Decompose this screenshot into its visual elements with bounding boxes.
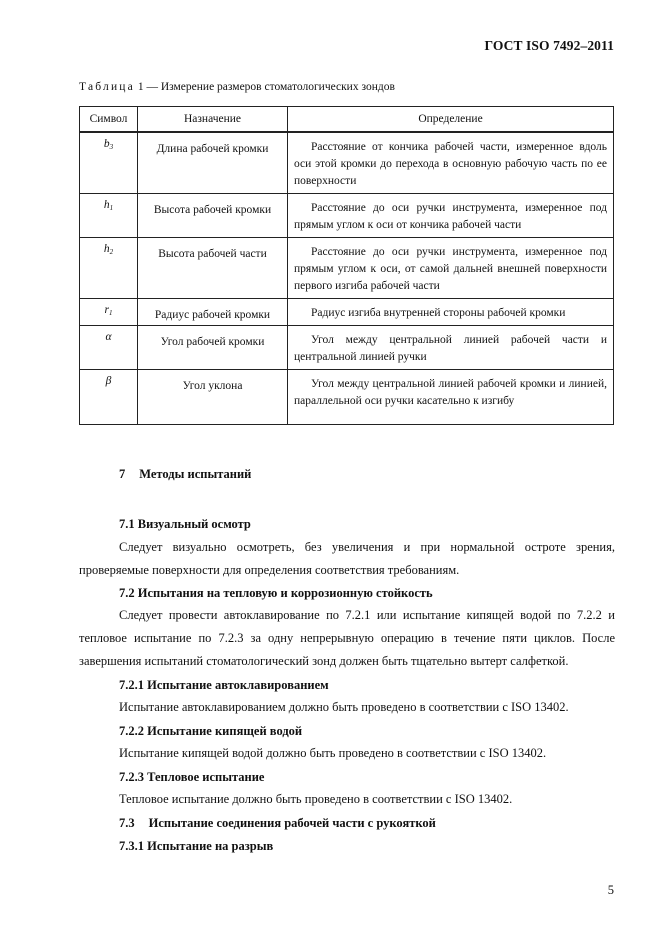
table-row xyxy=(80,326,614,370)
column-header-symbol: Символ xyxy=(80,107,138,133)
symbol-subscript: 2 xyxy=(109,248,114,256)
name-cell: Длина рабочей кромки xyxy=(138,132,288,194)
section-title: Испытание соединения рабочей части с рукояткой xyxy=(148,816,436,830)
section-7-2-1-paragraph: Испытание автоклавированием должно быть проведено в соответствии с ISO 13402. xyxy=(119,700,569,714)
column-header-definition: Определение xyxy=(288,107,614,133)
table-header-row xyxy=(80,107,614,133)
symbol: h xyxy=(103,199,110,211)
probe-dimensions-table xyxy=(79,106,614,425)
section-number: 7 xyxy=(119,467,126,481)
name-cell: Угол рабочей кромки xyxy=(138,326,288,370)
symbol: α xyxy=(105,331,112,343)
section-7-2-1-heading: 7.2.1 Испытание автоклавированием xyxy=(119,678,329,692)
document-header: ГОСТ ISO 7492–2011 xyxy=(484,38,614,53)
symbol: h xyxy=(103,243,110,255)
section-number: 7.3 xyxy=(119,816,135,830)
symbol-cell xyxy=(80,194,138,238)
definition-cell: Угол между центральной линией рабочей части и центральной линией ручки xyxy=(288,326,614,370)
symbol-subscript: 1 xyxy=(109,204,114,212)
name-cell: Угол уклона xyxy=(138,370,288,425)
table-caption xyxy=(79,81,395,93)
section-7-3-1-heading: 7.3.1 Испытание на разрыв xyxy=(119,839,274,853)
definition-cell: Расстояние до оси ручки инструмента, измеренное под прямым углом к оси, от самой дальней внешней поверхности первого изгиба рабочей части xyxy=(288,238,614,299)
symbol: r xyxy=(104,304,109,316)
definition-cell: Расстояние до оси ручки инструмента, измеренное под прямым углом к оси от кончика рабочей части xyxy=(288,194,614,238)
symbol-cell xyxy=(80,299,138,326)
symbol-cell xyxy=(80,326,138,370)
section-7-heading xyxy=(79,466,655,482)
section-title: Методы испытаний xyxy=(139,467,252,481)
section-7-2-2-heading: 7.2.2 Испытание кипящей водой xyxy=(119,724,303,738)
column-header-name: Назначение xyxy=(138,107,288,133)
section-7-2-3-heading: 7.2.3 Тепловое испытание xyxy=(119,770,265,784)
symbol: b xyxy=(103,138,110,150)
table-row xyxy=(80,238,614,299)
definition-cell: Расстояние от кончика рабочей части, измеренное вдоль оси этой кромки до перехода в основную рабочую часть по ее поверхности xyxy=(288,132,614,194)
symbol-cell xyxy=(80,238,138,299)
table-row xyxy=(80,299,614,326)
table-caption-prefix: Таблица xyxy=(79,81,135,93)
table-caption-text: 1 — Измерение размеров стоматологических зондов xyxy=(134,81,395,93)
symbol-subscript: 1 xyxy=(108,309,113,317)
symbol-subscript: 3 xyxy=(109,143,114,151)
definition-cell: Радиус изгиба внутренней стороны рабочей кромки xyxy=(288,299,614,326)
section-7-2-2-paragraph: Испытание кипящей водой должно быть проведено в соответствии с ISO 13402. xyxy=(119,746,547,760)
table-row xyxy=(80,132,614,194)
symbol: β xyxy=(105,375,112,387)
section-7-2-paragraph: Следует провести автоклавирование по 7.2.1 или испытание кипящей водой по 7.2.2 и тепловое испытание по 7.2.3 за одну непрерывную операцию в течение пяти циклов. После завершения испытаний стоматологический зонд должен быть тщательно вытерт салфеткой. xyxy=(79,608,615,668)
name-cell: Радиус рабочей кромки xyxy=(138,299,288,326)
section-7-1-paragraph: Следует визуально осмотреть, без увеличения и при нормальной остроте зрения, проверяемые поверхности для определения соответствия требованиям. xyxy=(79,540,615,577)
page-number: 5 xyxy=(607,883,614,897)
section-7-1-heading: 7.1 Визуальный осмотр xyxy=(119,517,251,531)
section-7-3-heading xyxy=(79,815,655,831)
section-7-2-3-paragraph: Тепловое испытание должно быть проведено в соответствии с ISO 13402. xyxy=(119,792,513,806)
symbol-cell xyxy=(80,370,138,425)
definition-cell: Угол между центральной линией рабочей кромки и линией, параллельной оси ручки касательно к изгибу xyxy=(288,370,614,425)
name-cell: Высота рабочей части xyxy=(138,238,288,299)
table-row xyxy=(80,370,614,425)
table-row xyxy=(80,194,614,238)
symbol-cell xyxy=(80,132,138,194)
section-7-2-heading: 7.2 Испытания на тепловую и коррозионную стойкость xyxy=(119,586,433,600)
name-cell: Высота рабочей кромки xyxy=(138,194,288,238)
